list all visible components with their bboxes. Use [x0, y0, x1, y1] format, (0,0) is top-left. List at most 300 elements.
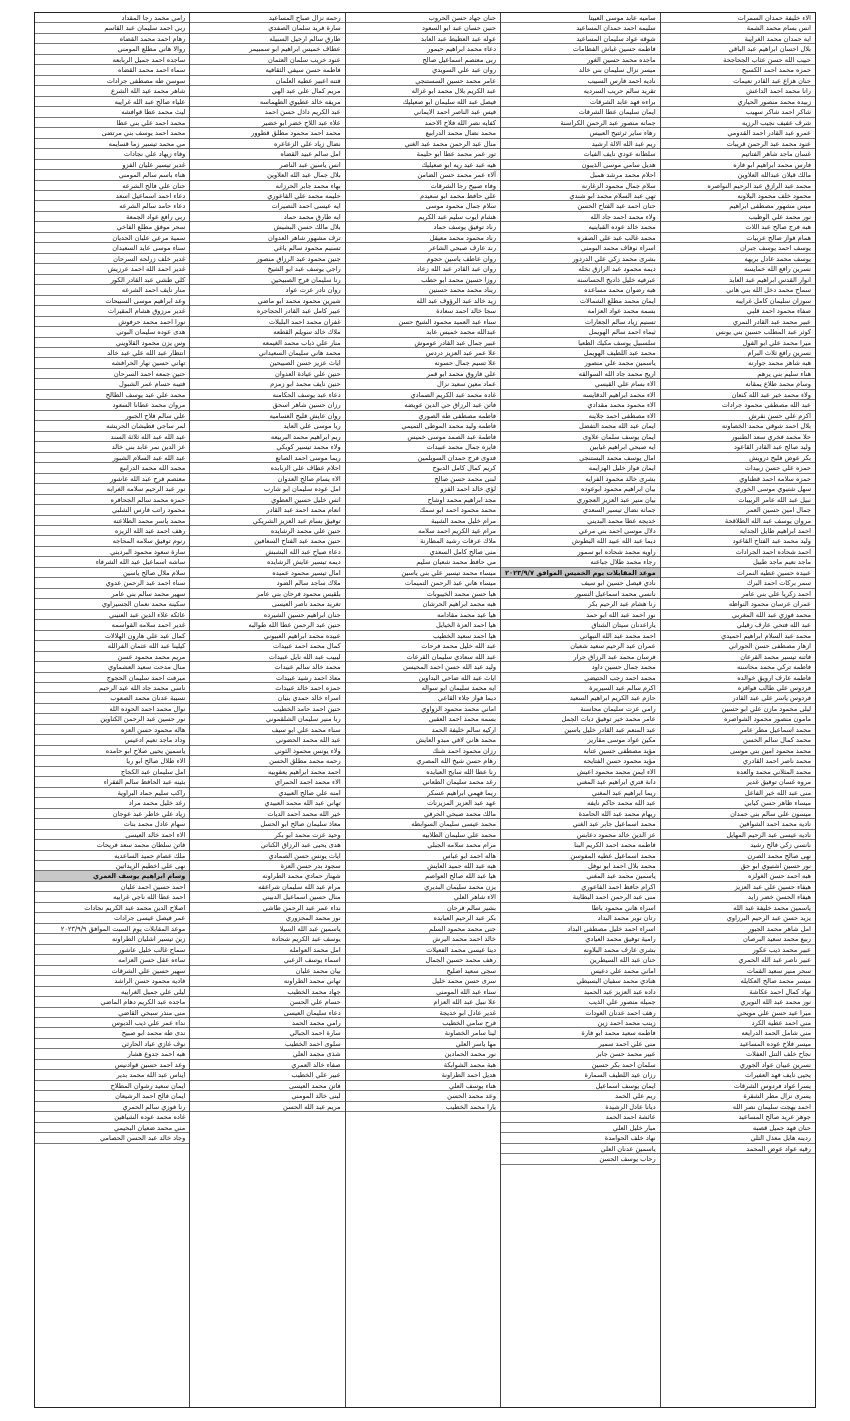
table-cell: محمد خالد عوده القباينيه [501, 222, 660, 232]
table-cell: فرسان محمد عبد الرزاق جرار [501, 652, 660, 662]
table-cell: ميار خليل العلي [501, 1123, 660, 1133]
table-cell: سليمه احمد حمدان المساعيد [501, 23, 660, 33]
table-cell: ديانا عادل الرشيدة [501, 1102, 660, 1112]
table-cell: هبه عبد الله حميد العايش [346, 861, 500, 871]
table-cell: هناء باسم سالم المومني [35, 170, 189, 180]
table-cell: شهناز حمادي محمد الطراونه [190, 871, 344, 881]
table-cell: رزان محمود احمد شنك [346, 746, 500, 756]
table-cell: ربي احمد سليمان عبد القاسم [35, 23, 189, 33]
table-cell: بيان منير عبد العزيز العجوري [501, 495, 660, 505]
table-cell: ميساء محمد تيسير علي بني ياسين [346, 568, 500, 578]
table-cell: عبد الله فتحي عارف زقيلي [661, 620, 815, 630]
table-cell: حنين علي عيادة العدوان [190, 369, 344, 379]
table-cell: محمود راتب فارس الشلبي [35, 505, 189, 515]
table-cell: حنان فهد جميل قصبه [661, 1123, 815, 1133]
table-cell: هيا عبد الله صالح العواصم [346, 871, 500, 881]
table-cell: فاطمه عارف ارويق خوالده [661, 673, 815, 683]
table-cell: روزا حسين محمد ابو حطب [346, 275, 500, 285]
table-cell: احمد ابراهيم طايل الجدايه [661, 526, 815, 536]
table-cell: محمد عبد اللطيف الهويمل [501, 348, 660, 358]
table-cell: معاذ سليمان صالح ابو الحسل [190, 819, 344, 829]
table-cell: ريما ابراهيم عبد المغني [501, 788, 660, 798]
table-cell: منى عبد الرحمن احمد البطاينة [501, 892, 660, 902]
table-cell: ناديه احمد فارس السبيب [501, 76, 660, 86]
table-cell: فاطمة عبد الصمد موسى خميس [346, 432, 500, 442]
table-cell: هبه احمد جدوع هشار [35, 1049, 189, 1059]
table-cell: ريم عبد الله الالة ارشيد [501, 139, 660, 149]
table-cell: جوهر عريد صالح المساعيد [661, 1112, 815, 1122]
table-cell: بكر عوض فليح درويش [661, 453, 815, 463]
table-cell: اريج محمد جاد الله السوالقه [501, 369, 660, 379]
table-cell: مروه غسان توفيق غدير [661, 777, 815, 787]
table-cell: مرام محمد سلامه الجبلي [346, 840, 500, 850]
table-cell: ريما موسى احمد الصانع [190, 453, 344, 463]
table-cell: منى منذر سبحي القاضي [35, 1008, 189, 1018]
table-cell: سهل شتيوي موسى الخوري [661, 484, 815, 494]
table-cell: مالك محمد صبحي الحرفي [346, 809, 500, 819]
table-cell: سكينه محمد نعمان الجسيراوي [35, 599, 189, 609]
table-cell: ايمان عبد الله محمد التفضل [501, 421, 660, 431]
table-cell: رامي محمد رجا المقداد [35, 13, 189, 23]
table-cell: حنان هزاع عبد القادر نعيمات [661, 76, 815, 86]
table-cell: عبدالله محمد خميس عابد [346, 327, 500, 337]
table-cell: حنان علي فالح الشرعه [35, 181, 189, 191]
table-cell: سجود بدر حسن العزة [190, 861, 344, 871]
table-cell: عائكه علاء الدين عبد العنيني [35, 610, 189, 620]
table-cell: سلسبيل يوسف مكيك الطعيا [501, 338, 660, 348]
table-cell: خالد احمد محمد البرش [346, 934, 500, 944]
table-cell: مالك قبلان عبدالله العلاوين [661, 170, 815, 180]
table-cell: ولاء محمد خير عبد الله كنعان [661, 390, 815, 400]
table-cell: نسرين عبيان عواد الجوري [661, 1060, 815, 1070]
table-cell: منى صالح كامل السعدي [346, 547, 500, 557]
table-cell: مني محمد ضعيان البحيمي [35, 1123, 189, 1133]
table-cell: عمران عرسان محمود النواظه [661, 599, 815, 609]
table-column [189, 13, 344, 1407]
table-cell: سوزان سليمان كامل غرايبه [661, 296, 815, 306]
table-cell: محمد كمال سالم الحسن [661, 735, 815, 745]
table-cell: عبد الله خليل محمد فرحات [346, 641, 500, 651]
table-cell: دلال موسى احمد بني مرعي [501, 526, 660, 536]
names-table [35, 13, 815, 1407]
table-cell: ماجده عبد الكريم دهام الماضي [35, 997, 189, 1007]
table-cell: ساميه عابد موسى العبيتا [501, 13, 660, 23]
table-cell: هدى يحيى عبد الرزاق الكناتي [190, 840, 344, 850]
table-cell: ميسر فلاح عوده المساعيد [661, 1039, 815, 1049]
table-cell: ياسمين محمد علي منصور [501, 358, 660, 368]
table-cell: فاطمه وليد محمد الموطى التميمي [346, 421, 500, 431]
table-cell: انس بسام محمد الشمة [661, 23, 815, 33]
table-cell: عطاف خميس ابراهيم ابو سمبيمر [190, 44, 344, 54]
table-cell: سلطانه عودي نايف الفيات [501, 149, 660, 159]
table-cell: سمية مرعي عليان الحديان [35, 233, 189, 243]
table-cell: علا نبيل عبد الله العزام [346, 997, 500, 1007]
table-cell: رهف احمد عدنان العودات [501, 1008, 660, 1018]
table-cell: فارس محمد ابراهيم ابو فاره [661, 160, 815, 170]
table-cell: ازهار مصطفى حسن الحوراني [661, 641, 815, 651]
table-cell: مريم كمال علي عبد الهي [190, 86, 344, 96]
table-cell: حازم عبد الكريم ابراهيم السعيد [501, 693, 660, 703]
table-cell: رنا هشام عبد الرحيم بكر [501, 599, 660, 609]
table-cell: بكر عبد الرحيم العيايده [346, 913, 500, 923]
table-cell: حمزه محمد سالم الجحافره [35, 495, 189, 505]
table-cell: مرام عيد الكريم احمد سلامه [346, 526, 500, 536]
table-cell: محمد محمود امين بني موسى [661, 746, 815, 756]
table-cell: هناء سليم بني يرهم [661, 369, 815, 379]
table-cell: اياث عبد الله ضاحي البداوين [346, 673, 500, 683]
table-cell: تسنيم محمود سالم ياغي [190, 243, 344, 253]
table-cell: نوال محمد احمد الحوده الله [35, 704, 189, 714]
table-cell: ياسمين عدنان العلي [501, 1144, 660, 1154]
table-cell: احمد بهجت سليمان نصر الله [661, 1102, 815, 1112]
table-cell: امنه علي صالح العبيدي [190, 788, 344, 798]
table-cell: عبرفيه خليل ذاديخ الحساسنه [501, 275, 660, 285]
table-cell: يارا محمد الخطيب [346, 1102, 500, 1112]
table-cell: رتان نوير محمد البداد [501, 913, 660, 923]
table-cell: بلقيس محمود فرحان بني عامر [190, 589, 344, 599]
table-cell: حنين نايف محمد ابو زمزم [190, 379, 344, 389]
table-cell: نور محمد المحزوري [190, 913, 344, 923]
table-cell: ليث محمد عطا قوافشه [35, 107, 189, 117]
table-cell: محمد بلال احمد ابو نوفل [501, 861, 660, 871]
table-cell: فاطمه محمد احمد الكريم البنا [501, 840, 660, 850]
table-cell: عبير محمد عبد القادر النمري [661, 317, 815, 327]
table-cell: هبه احمد حسن الغولزه [661, 871, 815, 881]
table-cell: وعد احمد حسين قوادنيس [35, 1060, 189, 1070]
table-cell: ليلى علي جميل الغرايبه [35, 987, 189, 997]
table-cell: هبا حسن محمد الخيبوبات [346, 589, 500, 599]
table-cell: طارق سالم ارحيل السبيله [190, 34, 344, 44]
table-cell: روان عايش فليح العساميه [190, 411, 344, 421]
table-cell: نهى علي اخطيم الزيداتين [35, 861, 189, 871]
table-cell: حنان جهاد حسن الحروب [346, 13, 500, 23]
table-cell: جنين محمود عبد الرزاق منصور [190, 254, 344, 264]
table-cell: رزان حسين شاهر اسحق [190, 400, 344, 410]
table-cell: اسراء نوفاف محمد البومني [501, 243, 660, 253]
table-cell: بيان محمد عليان [190, 966, 344, 976]
table-column [35, 13, 189, 1407]
table-cell: جمانه نضال تيسير السعدي [501, 505, 660, 515]
table-cell: حمزه محمد احمد الكسبح [661, 65, 815, 75]
table-cell: مي حافظ محمد شعبان سليم [346, 557, 500, 567]
table-cell: سلام جمال محمود الزغارنه [501, 181, 660, 191]
table-cell: علياء صالح عبد الله غرايبه [35, 97, 189, 107]
table-cell: ناسي محمد جاد الله عبد الرحيم [35, 683, 189, 693]
table-cell: هيه عبد عيد ريه ابو صعيليك [346, 160, 500, 170]
table-column [660, 13, 815, 1407]
table-cell: حنان ابراهيم حسين الشيرده [190, 610, 344, 620]
table-cell: ريناد محمد محمد حسنين [346, 285, 500, 295]
table-cell: هيفاء الحسن خضر زايد [661, 892, 815, 902]
table-cell: منال حسين اسماعيل الدبيني [190, 892, 344, 902]
table-cell: همام فواز صالح عربيات [661, 233, 815, 243]
table-cell: فرح سامي الخطيب [346, 1018, 500, 1028]
table-cell: روان نادر عزت عواد [190, 285, 344, 295]
table-cell: دعاء محمد ابراهيم حيمور [346, 44, 500, 54]
table-cell: بهاء محمد جابر الحرزانه [190, 181, 344, 191]
table-cell: اكرم علي حسن نقرش [661, 411, 815, 421]
table-cell: غدير احمد سلامه القواسمه [35, 620, 189, 630]
table-cell: بشرى محمد زكي علي الدردور [501, 254, 660, 264]
table-cell: يزيد حسن عبد الرحيم البرزاوي [661, 913, 815, 923]
table-cell: محمد اسماعيل مطر عامر [661, 725, 815, 735]
table-cell: غدير احمد الله احمد عرزيش [35, 264, 189, 274]
table-cell: ولاء يونس محمود الثوني [190, 746, 344, 756]
table-cell: نداء عمر علي ذيب الدبوس [35, 1018, 189, 1028]
table-cell: عبد الله محمد حاكم نايفه [501, 798, 660, 808]
table-cell: فايزه جمال محمد عبيدات [346, 442, 500, 452]
table-cell: توفيق بسام عبد العزيز الشريكي [190, 516, 344, 526]
table-cell: علي سالم فلاح الجبور [35, 411, 189, 421]
table-cell: حنين علي محمد الرشايده [190, 526, 344, 536]
table-cell: حمزه احمد خالد عبيدات [190, 683, 344, 693]
table-cell: انتظار عبد الله علي عبد خالد [35, 348, 189, 358]
table-cell: امل محمد العوامله [190, 945, 344, 955]
table-cell: ميرا عيد حسن علي مويحي [661, 1008, 815, 1018]
table-cell: هديل سامي موسى الذيبون [501, 160, 660, 170]
table-cell: محمد هاني لافي مبدو العايش [346, 735, 500, 745]
table-cell: غدير خلف زرلحه السرحان [35, 254, 189, 264]
table-cell: عمرو عبد القادر احمد القدومي [661, 128, 815, 138]
table-cell: رحاب يوسف الحسن [501, 1154, 660, 1164]
table-cell: نهى صالح محمد الصرن [661, 851, 815, 861]
table-cell: سحر موفق مطلع الفاخي [35, 222, 189, 232]
table-cell: حنان عبد الله السيطرين [501, 955, 660, 965]
table-cell: تغريد محمد ناصر العيسى [190, 599, 344, 609]
table-cell: ريم ابراهيم محمد البربيعه [190, 432, 344, 442]
table-cell: محمد فوزي عبد الله المغربي [661, 610, 815, 620]
table-cell: مريم عبد الله الحسن [190, 1102, 344, 1112]
table-cell: اماني محمد محمود الزواوي [346, 704, 500, 714]
table-cell: محمد عبد الرازق عبد الرحيم النواصره [661, 181, 815, 191]
table-cell: ربا منير سليمان الشلقموني [190, 714, 344, 724]
table-cell: هيا عيد محمد مقادامه [346, 610, 500, 620]
table-cell: نانسي زكي فالح رشيد [661, 840, 815, 850]
table-cell: دعاء سليمان العيسى [190, 1008, 344, 1018]
table-cell: ايه حمدان محمد الغرايبة [661, 34, 815, 44]
table-cell: محمد ياسر محمد الطلاعنه [35, 516, 189, 526]
table-cell: ايه محمد سليمان ابو سواله [346, 683, 500, 693]
table-cell: هديل احمد الطراونة [346, 1070, 500, 1080]
table-cell: وس يزن محمود القلاويني [35, 338, 189, 348]
table-cell: اصلاح الدين محمد عبد الكريم نجادات [35, 903, 189, 913]
table-cell: شوقه عواد سليمان المساعيد [501, 34, 660, 44]
table-cell: ولاء محمد تيسير كويكي [190, 442, 344, 452]
table-cell: احلام عطاف علي الزبابده [190, 463, 344, 473]
table-cell: عنود خريب سلمان العثمان [190, 55, 344, 65]
table-cell: هبه فرج صالح عبد اللات [661, 222, 815, 232]
table-cell: رغد محمد سليمان الطعاني [346, 777, 500, 787]
table-cell: روالا هاني مطلع المومني [35, 44, 189, 54]
table-cell: الاء شاهر العلي [346, 892, 500, 902]
table-cell: ايمان سليمان عطا الشرقات [501, 107, 660, 117]
table-cell: وعد ابراهيم موسى السبيحات [35, 296, 189, 306]
table-cell: اكرم سالم عبد السيريرة [501, 683, 660, 693]
table-cell: رنا عطا الله سابح العبايده [346, 767, 500, 777]
table-cell: عنود محمد عبد الرحمن قريبات [661, 139, 815, 149]
table-cell: ساجده احمد جميل الربابعه [35, 55, 189, 65]
table-cell: كلي طشي عبد القادر الكور [35, 275, 189, 285]
table-cell: مرام عبد الله سليمان شراعقه [190, 882, 344, 892]
table-cell: لينا سامر الخصاونة [346, 1028, 500, 1038]
table-cell: انوار القدس ابراهيم عبد العابد [661, 275, 815, 285]
table-cell: هشام ايوب سليم عبد الكريم [346, 212, 500, 222]
table-cell: نادي فيصل حسين ابو سيف [501, 578, 660, 588]
table-cell: سماء احمد محمد القضاه [35, 65, 189, 75]
table-cell: نهاد كمال احمد عكاشة [661, 987, 815, 997]
table-cell: احمد حسين احمد عليان [35, 882, 189, 892]
table-cell: عبير ناصر عبد الله الحمري [661, 955, 815, 965]
table-cell: ليبيب عبد الله نايل عبيدات [190, 652, 344, 662]
table-cell: عمر فيصل عيسى جرادات [35, 913, 189, 923]
table-cell: رحمه نزال صباح المساعيد [190, 13, 344, 23]
table-column [345, 13, 500, 1407]
table-cell: ميسر محمد صالح العكايله [661, 976, 815, 986]
table-cell: فاطمه مصطفى طه الصوري [346, 411, 500, 421]
table-cell: يوسف احمد يوسف جبران [661, 243, 815, 253]
table-cell: نسيبة عدنان محمد الصعوب [35, 693, 189, 703]
table-cell: لؤي خالد احمد الفزو [346, 484, 500, 494]
table-cell: مها ياسر العلي [346, 1039, 500, 1049]
table-cell: براءه فهد عابد الشرقات [501, 97, 660, 107]
table-cell: رناد توفيق يوسف حماد [346, 222, 500, 232]
table-cell: موعد المقابلات يوم السبت الموافق ٢٠٢٣/٩/٩ [35, 924, 189, 934]
table-cell: سلام جمال محمود موسى [346, 201, 500, 211]
table-cell: هيا احمد سعيد الخطيب [346, 631, 500, 641]
table-cell: عوله عبد العظيط عبد العابد [346, 34, 500, 44]
table-cell: وسام محمد طلاع يمقانه [661, 379, 815, 389]
table-cell: ايمان يوسف اسماعيل [501, 1081, 660, 1091]
table-cell: سناء عبد الله المومني [346, 987, 500, 997]
table-cell: وفاء صبيح رجا الشرقات [346, 181, 500, 191]
table-cell: سجى سعيد اصليح [346, 966, 500, 976]
table-cell: كمال عبد علي هارون الهلالات [35, 631, 189, 641]
table-cell: هبة محمد الشوابكة [346, 1060, 500, 1070]
table-cell: مي محمد تيسير زما قسايمه [35, 139, 189, 149]
table-cell: علاء عبد اللاح خضر ابو خضير [190, 118, 344, 128]
table-cell: نانسي محمد اسماعيل النسور [501, 589, 660, 599]
table-cell: الاء بسام علي القيسي [501, 379, 660, 389]
table-cell: ريما فهمي ابراهيم عسكر [346, 788, 500, 798]
table-cell: منى علي احمد سمير [501, 1039, 660, 1049]
table-cell: راجي يوسف عبد ابو الشيخ [190, 264, 344, 274]
table-cell: دينا عيسى محمد الفعيلات [346, 945, 500, 955]
table-cell: نورا احمد محمد حرفوش [35, 317, 189, 327]
table-cell: تقريد سالم حريب السرديه [501, 86, 660, 96]
table-cell: ياسمين محمد عبد المغني [501, 871, 660, 881]
table-cell: هناء يوسف العلي [346, 1081, 500, 1091]
table-cell: ولاء محمد احمد جاد الله [501, 212, 660, 222]
table-cell: شرف عفيف نجيب الرزيه [661, 118, 815, 128]
table-cell: حمزه سلامه احمد قطناوي [661, 474, 815, 484]
table-cell: رهام حسن شيخ الله المصري [346, 756, 500, 766]
table-cell: ريا موسى علي العايد [190, 421, 344, 431]
table-cell: حنان احمد عبد الفتاح الحسن [501, 201, 660, 211]
table-cell: وليد صالح عبد القادر القاعود [661, 442, 815, 452]
table-cell: روان عبد القادر عبد الله زعاد [346, 264, 500, 274]
table-cell: حنين حسان عبد ابو السعود [346, 23, 500, 33]
table-cell: سناء احمد عبد الرحمن عدوي [35, 578, 189, 588]
table-cell: الاء يسام صالح العدوان [190, 474, 344, 484]
table-cell: محمد جمال حسين داود [501, 662, 660, 672]
table-cell: دعاء حامد سالم الشرعه [35, 201, 189, 211]
table-cell: بلال احسان ابراهيم عبد الباقي [661, 44, 815, 54]
table-cell: هدى عوده سليمان البوتي [35, 327, 189, 337]
table-cell: آلاء عمر محمد حسن الضامن [346, 170, 500, 180]
table-cell: سارة فريد سلمان الصفدي [190, 23, 344, 33]
table-cell: نور احمد عبد الله ابو حمد [501, 610, 660, 620]
table-cell: يوسف عبد الكريم شحاده [190, 934, 344, 944]
table-cell: عبد الله سعادي سليمان القرعات [346, 652, 500, 662]
table-cell: جنى محمد محمود السلم [346, 924, 500, 934]
table-cell: اسراء هاني محمود باطا [501, 903, 660, 913]
table-cell: ريم علي الحمد [501, 1091, 660, 1101]
table-cell: عماد معين سعيد نزال [346, 379, 500, 389]
table-cell: بلال مالك حسن البشيش [190, 222, 344, 232]
table-cell: امل سالم عبيد القضاه [190, 149, 344, 159]
table-cell: ايات يونس حسن الصمادي [190, 851, 344, 861]
table-cell: منال عبد الرحمن محمد عبد الغني [346, 139, 500, 149]
table-cell: بثينه عبد الحافظ سالم الفقراء [35, 777, 189, 787]
table-cell: داده عبد العزيز عبد الحميد [501, 987, 660, 997]
table-cell: احمد عطا الله ناجي غرابيه [35, 892, 189, 902]
table-cell: محمد خالد سالم عبيدات [190, 662, 344, 672]
table-cell: كفايه نصر الله فلاح الاحمد [346, 118, 500, 128]
table-cell: انعام محمد احمد عبد القادر [190, 505, 344, 515]
table-cell: هاله احمد ابو عباس [346, 851, 500, 861]
table-cell: امل شاهر محمد الجبور [661, 924, 815, 934]
table-cell: سمر بركات احمد البرك [661, 578, 815, 588]
table-cell: فاطمه حسين غباش الفطامات [501, 44, 660, 54]
table-cell: زبيده محمد منصور الحياري [661, 97, 815, 107]
table-cell: ماجد نعيم ماجد طبيل [661, 557, 815, 567]
interview-date-note: وسام ابراهيم يوسف العمري [35, 871, 189, 881]
table-cell: احمد محمد عبد الله النبهاني [501, 631, 660, 641]
table-cell: جمانه منصور عبد الرحمن الكراسنة [501, 118, 660, 128]
table-cell: ياسمين يحيى صلاح ابو حامده [35, 746, 189, 756]
table-cell: محمد احمد علي بني عطا [35, 118, 189, 128]
table-cell: منال مدحت سعيد العشماوي [35, 662, 189, 672]
table-cell: نور عبد الرحيم سلامه الغرابه [35, 484, 189, 494]
table-cell: محمد اسماعيل جابر عبد الغني [501, 819, 660, 829]
table-cell: مجد ابراهيم محمد اوشاح [346, 495, 500, 505]
table-cell: مرام خليل محمد الشيبة [346, 516, 500, 526]
table-cell: الاء طلال صالح ابو ريا [35, 756, 189, 766]
table-cell: فاطمه حسن سيفي الثقافيه [190, 65, 344, 75]
table-cell: علي فاروق محمد ابو قمر [346, 369, 500, 379]
document-page [34, 12, 816, 1408]
table-cell: تهاني حسين نهار الحرافشه [35, 358, 189, 368]
table-cell: سجا خالد احمد سعادة [346, 306, 500, 316]
table-cell: محمد ناصر احمد القادري [661, 756, 815, 766]
table-cell: الاء محمود محمد مقدادي [501, 400, 660, 410]
table-cell: ترف مشهور شاهر العدوان [190, 233, 344, 243]
table-cell: عبير كامل عبد القادر الحجاجره [190, 306, 344, 316]
table-cell: ساءه عقل حسن العزامه [35, 955, 189, 965]
table-cell: سناء محمد علي ابو سيف [190, 725, 344, 735]
table-cell: عائشة احمد الحمد [501, 1112, 660, 1122]
table-cell: سحر منير سعيد القمات [661, 966, 815, 976]
table-cell: اياث عزيز حسن الصبيحين [190, 358, 344, 368]
table-cell: عبد الله عبد السلام الشبور [35, 453, 189, 463]
table-cell: ايناس عبد الله محمد بدير [35, 1070, 189, 1080]
table-cell: مكين عواد موسى مقاريز [501, 735, 660, 745]
table-cell: حنين احمد حامد الخطيب [190, 704, 344, 714]
table-cell: ايه عيسى احمد النصيرات [190, 201, 344, 211]
table-cell: رهف احمد عبد الله الزيزه [35, 526, 189, 536]
table-cell: ديما فواز جلاء القاعي [346, 693, 500, 703]
table-cell: عامر محمد حسين السستنجي [346, 76, 500, 86]
